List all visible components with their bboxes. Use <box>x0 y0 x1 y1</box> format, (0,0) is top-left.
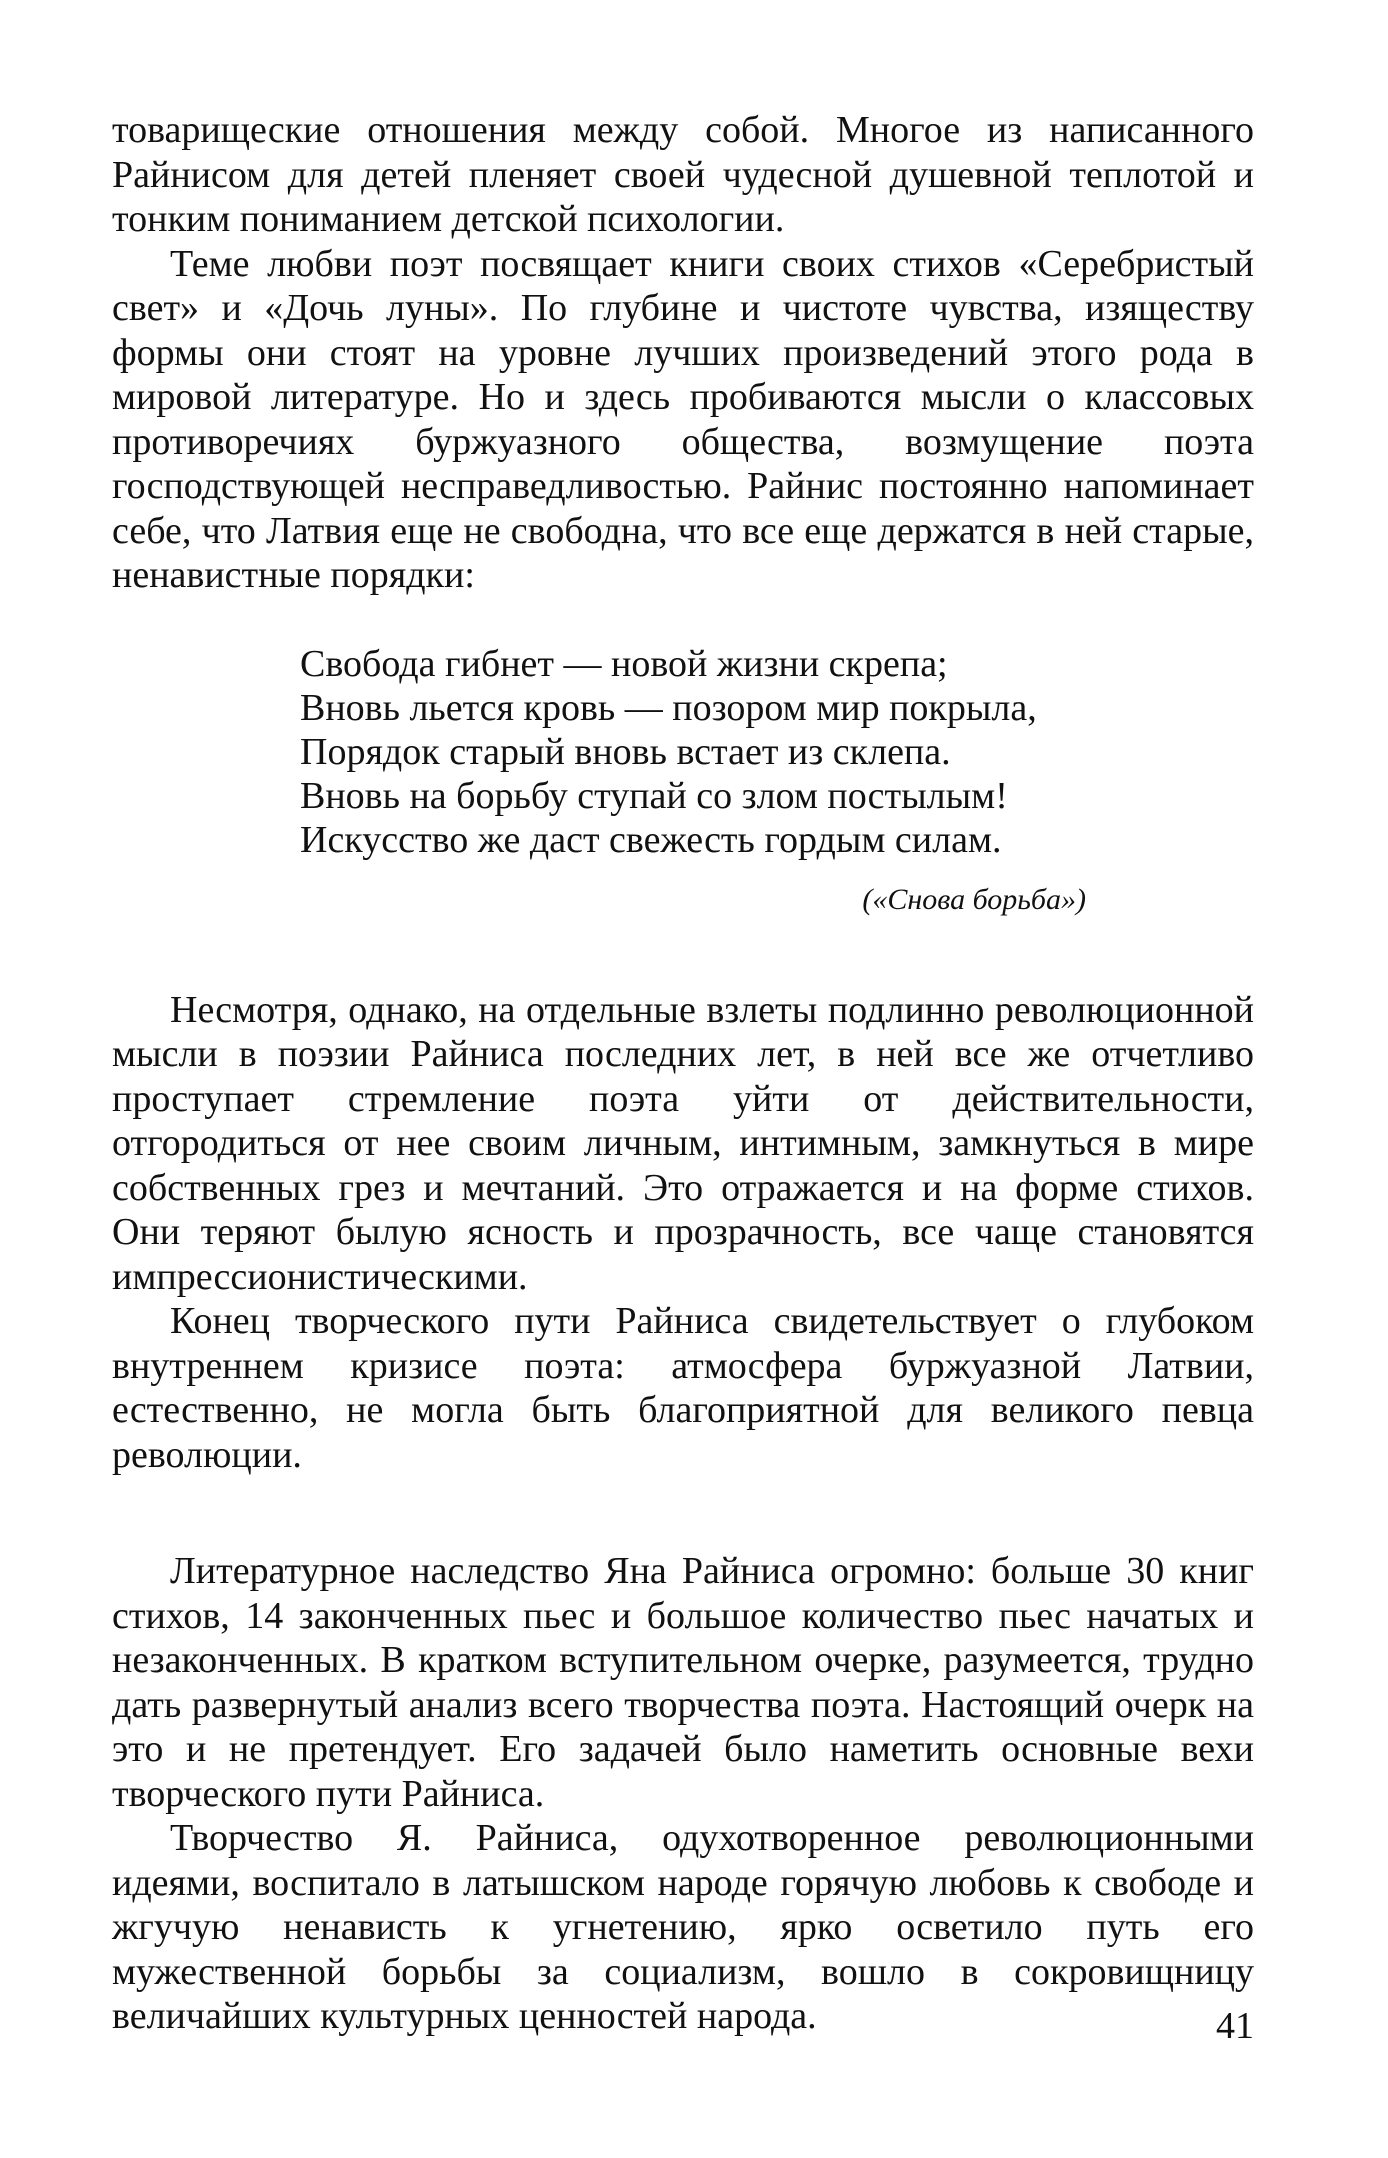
poem-line: Искусство же даст свежесть гордым силам. <box>300 818 1002 861</box>
paragraph-crisis: Конец творческого пути Райниса свидетельствует о глубоком внутреннем кризисе поэта: атмосфера буржуазной Латвии, естественно, не могла быть благоприятной для великого певца революции. <box>112 1300 1254 1476</box>
paragraph-love-theme: Теме любви поэт посвящает книги своих стихов «Серебристый свет» и «Дочь луны». По глубине и чистоте чувства, изяществу формы они стоят на уровне лучших произведений этого рода в мировой литературе. Но и здесь пробиваются мысли о классовых противоречиях буржуазного общества, возмущение поэта господствующей несправедливостью. Райнис постоянно напоминает себе, что Латвия еще не свободна, что все еще держатся в ней старые, ненавистные порядки: <box>112 242 1254 596</box>
page-number: 41 <box>1216 2005 1254 2047</box>
paragraph-children-works: товарищеские отношения между собой. Многое из написанного Райнисом для детей пленяет своей чудесной душевной теплотой и тонким пониманием детской психологии. <box>112 109 1254 240</box>
poem-line: Вновь льется кровь — позором мир покрыла, <box>300 686 1037 729</box>
poem-source: («Снова борьба») <box>862 882 1086 916</box>
poem-quote <box>300 642 1254 862</box>
page-body <box>112 108 1254 2039</box>
poem-line: Порядок старый вновь встает из склепа. <box>300 730 951 773</box>
paragraph-conclusion: Творчество Я. Райниса, одухотворенное революционными идеями, воспитало в латышском народе горячую любовь к свободе и жгучую ненависть к угнетению, ярко осветило путь его мужественной борьбы за социализм, вошло в сокровищницу величайших культурных ценностей народа. <box>112 1817 1254 2037</box>
poem-line: Свобода гибнет — новой жизни скрепа; <box>300 642 948 685</box>
paragraph-legacy: Литературное наследство Яна Райниса огромно: больше 30 книг стихов, 14 законченных пьес и большое количество пьес начатых и незаконченных. В кратком вступительном очерке, разумеется, трудно дать развернутый анализ всего творчества поэта. Настоящий очерк на это и не претендует. Его задачей было наметить основные вехи творческого пути Райниса. <box>112 1550 1254 1815</box>
paragraph-late-poetry: Несмотря, однако, на отдельные взлеты подлинно революционной мысли в поэзии Райниса последних лет, в ней все же отчетливо проступает стремление поэта уйти от действительности, отгородиться от нее своим личным, интимным, замкнуться в мире собственных грез и мечтаний. Это отражается и на форме стихов. Они теряют былую ясность и прозрачность, все чаще становятся импрессионистическими. <box>112 988 1254 1298</box>
poem-line: Вновь на борьбу ступай со злом постылым! <box>300 774 1008 817</box>
